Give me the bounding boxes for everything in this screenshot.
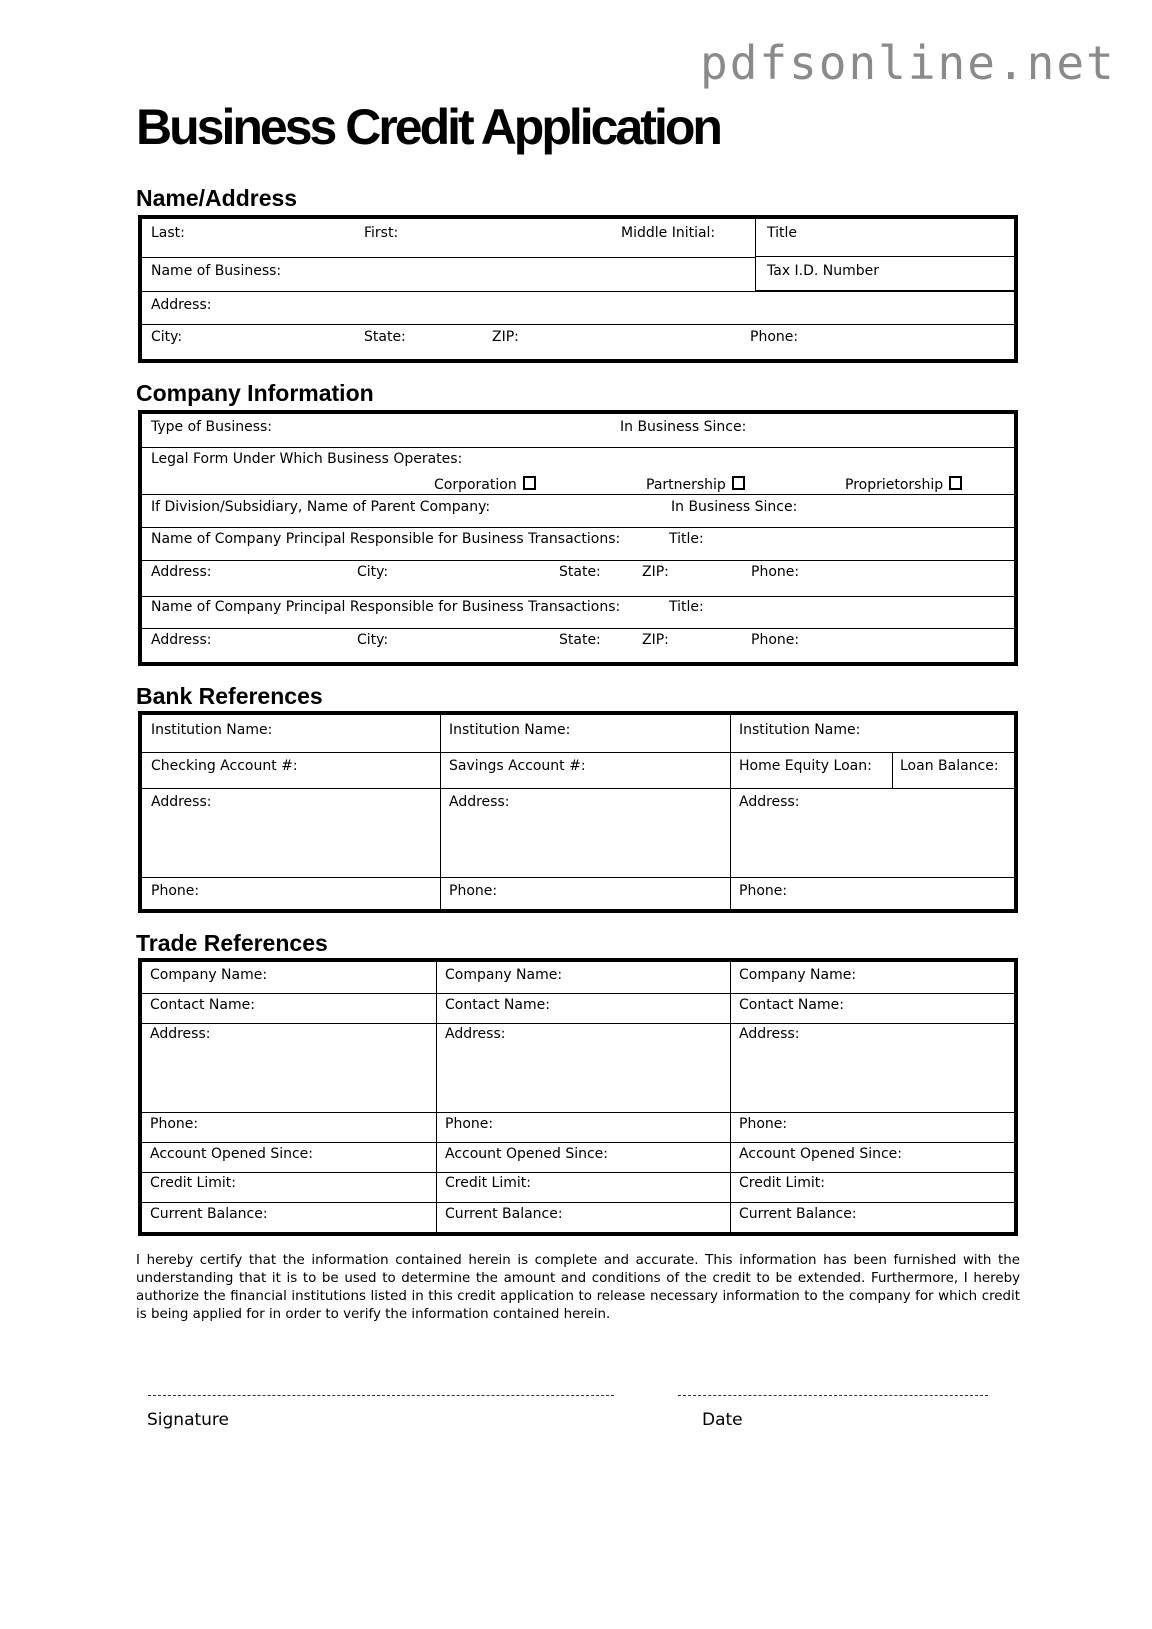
trade-3-company-label: Company Name: [739, 967, 857, 983]
divider [142, 993, 1014, 994]
trade-2-company-label: Company Name: [445, 967, 563, 983]
divider [142, 1202, 1014, 1203]
trade-1-credit-limit-label: Credit Limit: [150, 1175, 236, 1191]
page-title: Business Credit Application [136, 99, 720, 155]
date-line[interactable] [678, 1395, 988, 1396]
title-label: Title [767, 225, 798, 241]
divider [730, 715, 731, 909]
section-heading-company-information: Company Information [136, 380, 374, 406]
trade-1-contact-label: Contact Name: [150, 997, 255, 1013]
principal-1-state-label: State: [559, 564, 601, 580]
trade-2-account-opened-label: Account Opened Since: [445, 1146, 608, 1162]
trade-references-box [138, 958, 1018, 1236]
trade-2-credit-limit-label: Credit Limit: [445, 1175, 531, 1191]
bank-2-address-label: Address: [449, 794, 510, 810]
watermark: pdfsonline.net [700, 36, 1116, 90]
city-label: City: [151, 329, 183, 345]
divider [142, 628, 1014, 629]
type-of-business-label: Type of Business: [151, 419, 273, 435]
trade-3-phone-label: Phone: [739, 1116, 788, 1132]
divider [755, 290, 1015, 292]
proprietorship-label: Proprietorship [845, 477, 944, 493]
trade-2-phone-label: Phone: [445, 1116, 494, 1132]
corporation-option [434, 476, 536, 493]
principal-2-address-label: Address: [151, 632, 212, 648]
middle-initial-label: Middle Initial: [621, 225, 716, 241]
business-name-label: Name of Business: [151, 263, 282, 279]
trade-2-contact-label: Contact Name: [445, 997, 550, 1013]
principal-1-city-label: City: [357, 564, 389, 580]
trade-2-address-label: Address: [445, 1026, 506, 1042]
signature-line[interactable] [148, 1395, 614, 1396]
divider [142, 788, 1014, 789]
bank-3-address-label: Address: [739, 794, 800, 810]
principal-2-state-label: State: [559, 632, 601, 648]
first-name-label: First: [364, 225, 399, 241]
divider [142, 752, 1014, 753]
trade-2-current-balance-label: Current Balance: [445, 1206, 563, 1222]
principal-1-label: Name of Company Principal Responsible for Business Transactions: [151, 531, 621, 547]
divider [755, 256, 1015, 257]
principal-1-phone-label: Phone: [751, 564, 800, 580]
tax-id-label: Tax I.D. Number [767, 263, 880, 279]
trade-3-credit-limit-label: Credit Limit: [739, 1175, 825, 1191]
divider [755, 219, 756, 291]
trade-3-account-opened-label: Account Opened Since: [739, 1146, 902, 1162]
legal-form-label: Legal Form Under Which Business Operates: [151, 451, 463, 467]
last-name-label: Last: [151, 225, 185, 241]
name-address-box [138, 215, 1018, 363]
principal-2-title-label: Title: [669, 599, 704, 615]
divider [142, 877, 1014, 878]
home-equity-loan-label: Home Equity Loan: [739, 758, 872, 774]
partnership-option [646, 476, 745, 493]
divider [142, 257, 755, 258]
bank-2-institution-label: Institution Name: [449, 722, 571, 738]
divider [142, 1023, 1014, 1024]
parent-in-business-since-label: In Business Since: [671, 499, 798, 515]
section-heading-name-address: Name/Address [136, 185, 298, 211]
in-business-since-label: In Business Since: [620, 419, 747, 435]
date-label: Date [702, 1410, 743, 1430]
trade-3-contact-label: Contact Name: [739, 997, 844, 1013]
corporation-checkbox[interactable] [523, 476, 536, 490]
savings-account-label: Savings Account #: [449, 758, 586, 774]
divider [142, 527, 1014, 528]
divider [142, 1142, 1014, 1143]
checking-account-label: Checking Account #: [151, 758, 298, 774]
divider [142, 1172, 1014, 1173]
bank-1-address-label: Address: [151, 794, 212, 810]
divider [142, 447, 1014, 448]
bank-1-institution-label: Institution Name: [151, 722, 273, 738]
principal-2-zip-label: ZIP: [642, 632, 669, 648]
bank-3-phone-label: Phone: [739, 883, 788, 899]
divider [142, 291, 755, 292]
trade-1-current-balance-label: Current Balance: [150, 1206, 268, 1222]
section-heading-bank-references: Bank References [136, 683, 323, 709]
principal-2-label: Name of Company Principal Responsible for Business Transactions: [151, 599, 621, 615]
company-information-box [138, 410, 1018, 666]
trade-1-address-label: Address: [150, 1026, 211, 1042]
loan-balance-label: Loan Balance: [900, 758, 999, 774]
principal-2-phone-label: Phone: [751, 632, 800, 648]
trade-3-address-label: Address: [739, 1026, 800, 1042]
proprietorship-option [845, 476, 962, 493]
divider [142, 1112, 1014, 1113]
trade-1-phone-label: Phone: [150, 1116, 199, 1132]
principal-1-title-label: Title: [669, 531, 704, 547]
address-label: Address: [151, 297, 212, 313]
bank-1-phone-label: Phone: [151, 883, 200, 899]
divider [142, 324, 1014, 325]
principal-1-address-label: Address: [151, 564, 212, 580]
corporation-label: Corporation [434, 477, 517, 493]
divider [142, 560, 1014, 561]
proprietorship-checkbox[interactable] [949, 476, 962, 490]
trade-3-current-balance-label: Current Balance: [739, 1206, 857, 1222]
state-label: State: [364, 329, 406, 345]
principal-2-city-label: City: [357, 632, 389, 648]
divider [436, 962, 437, 1232]
bank-references-box [138, 711, 1018, 913]
section-heading-trade-references: Trade References [136, 930, 328, 956]
phone-label: Phone: [750, 329, 799, 345]
trade-1-company-label: Company Name: [150, 967, 268, 983]
partnership-checkbox[interactable] [732, 476, 745, 490]
trade-1-account-opened-label: Account Opened Since: [150, 1146, 313, 1162]
signature-label: Signature [147, 1410, 230, 1430]
partnership-label: Partnership [646, 477, 726, 493]
divider [142, 494, 1014, 495]
divider [730, 962, 731, 1232]
bank-2-phone-label: Phone: [449, 883, 498, 899]
principal-1-zip-label: ZIP: [642, 564, 669, 580]
divider [142, 596, 1014, 597]
divider [440, 715, 441, 909]
zip-label: ZIP: [492, 329, 519, 345]
certification-text: I hereby certify that the information contained herein is complete and accurate. This information has been furnished with the understanding that it is to be used to determine the amount and conditions of the credit to be extended. Furthermore, I hereby authorize the financial institutions listed in this credit application to release necessary information to the company for which credit is being applied for in order to verify the information contained herein. [136, 1253, 1020, 1322]
parent-company-label: If Division/Subsidiary, Name of Parent Company: [151, 499, 491, 515]
divider [892, 752, 893, 788]
bank-3-institution-label: Institution Name: [739, 722, 861, 738]
